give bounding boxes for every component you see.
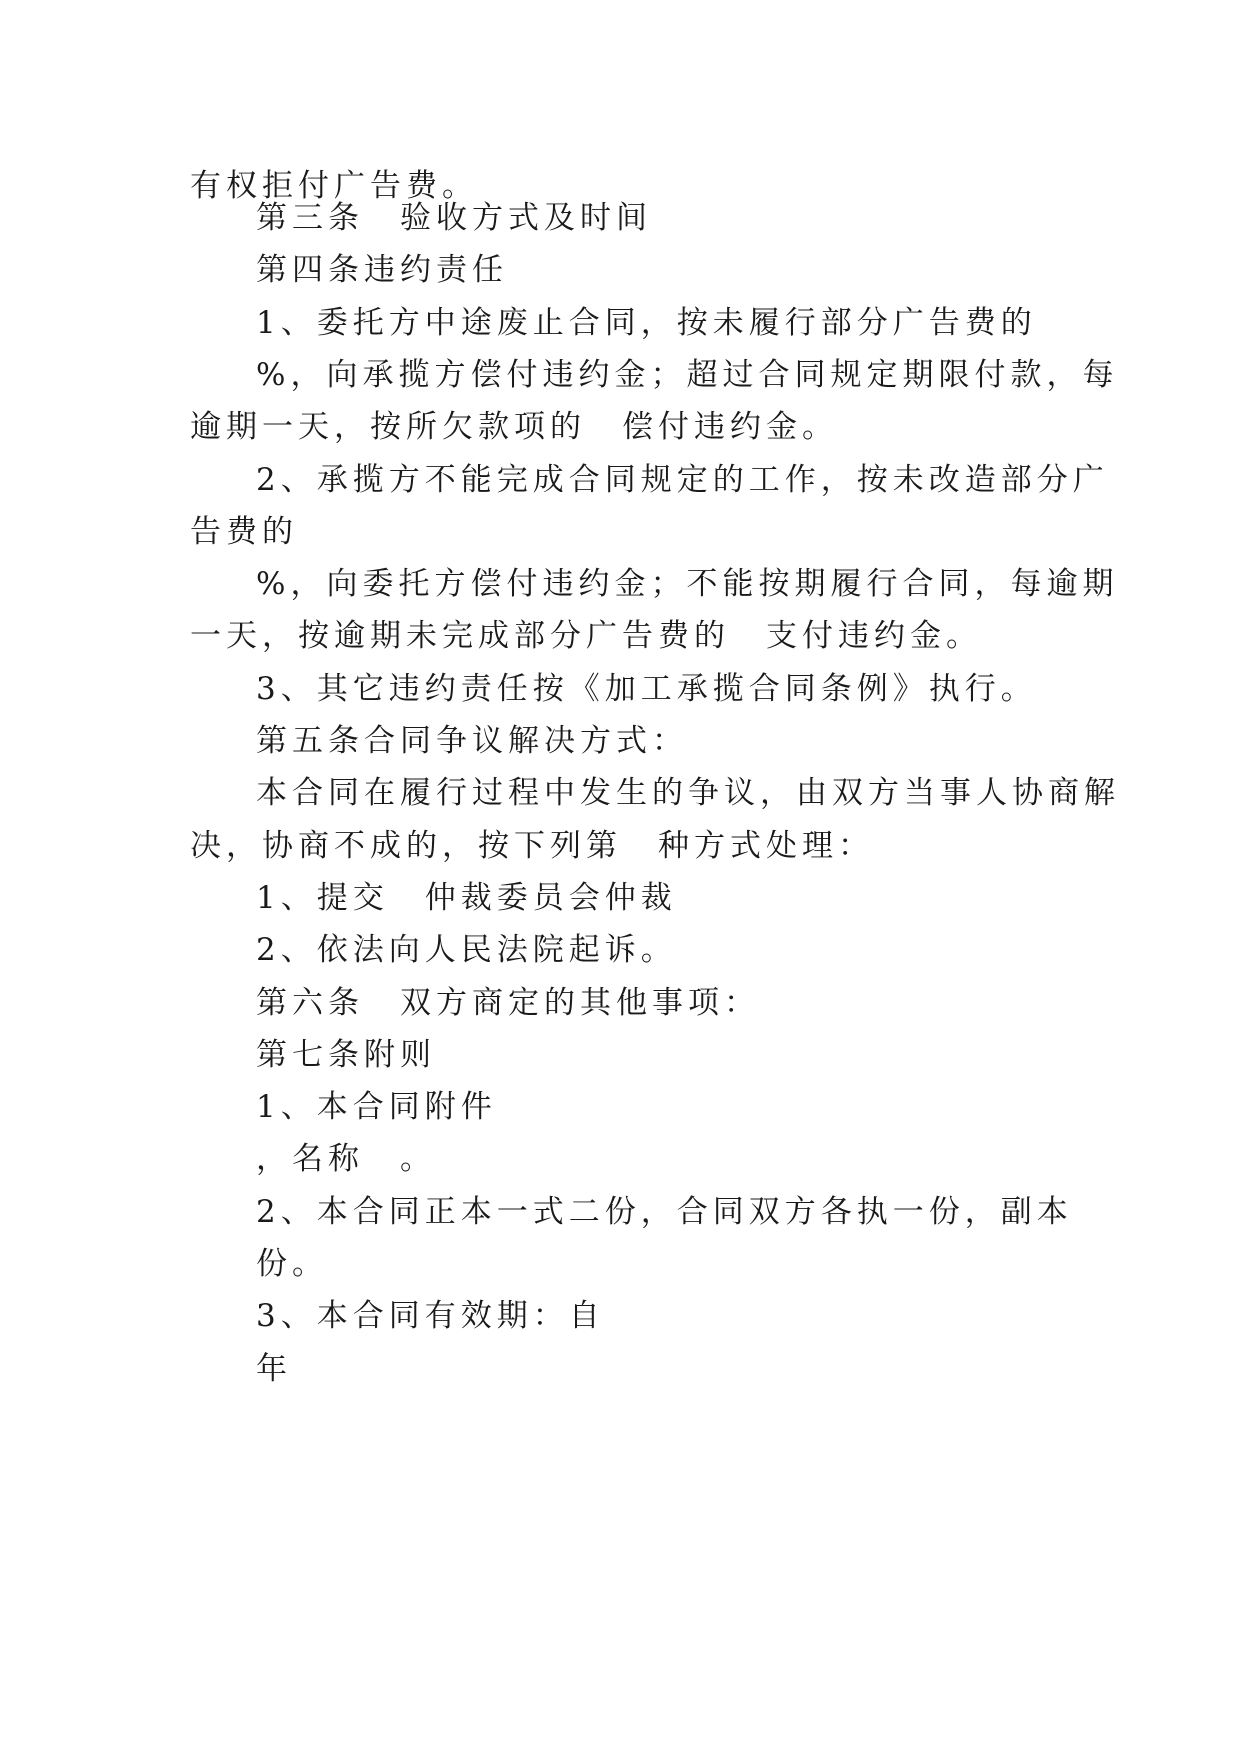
text-line: 1、本合同附件: [256, 1089, 497, 1125]
text-line: %，向委托方偿付违约金；不能按期履行合同，每逾期: [256, 566, 1119, 602]
text-line: ，名称 。: [256, 1141, 436, 1177]
text-line: 第三条 验收方式及时间: [256, 200, 652, 236]
text-line: 2、依法向人民法院起诉。: [256, 932, 677, 968]
text-line: 有权拒付广告费。: [190, 168, 478, 204]
text-line: 逾期一天，按所欠款项的 偿付违约金。: [190, 409, 838, 445]
text-line: 第六条 双方商定的其他事项：: [256, 985, 760, 1021]
text-line: 1、提交 仲裁委员会仲裁: [256, 880, 677, 916]
text-line: 第四条违约责任: [256, 252, 508, 288]
text-line: 3、其它违约责任按《加工承揽合同条例》执行。: [256, 671, 1037, 707]
text-line: 份。: [256, 1246, 328, 1282]
text-line: 本合同在履行过程中发生的争议，由双方当事人协商解: [256, 775, 1120, 811]
text-line: 2、本合同正本一式二份，合同双方各执一份，副本: [256, 1194, 1073, 1230]
text-line: 一天，按逾期未完成部分广告费的 支付违约金。: [190, 618, 982, 654]
text-line: 决，协商不成的，按下列第 种方式处理：: [190, 828, 874, 864]
text-line: 1、委托方中途废止合同，按未履行部分广告费的: [256, 305, 1037, 341]
text-line: 3、本合同有效期：自: [256, 1298, 605, 1334]
text-line: 2、承揽方不能完成合同规定的工作，按未改造部分广: [256, 462, 1109, 498]
text-line: %，向承揽方偿付违约金；超过合同规定期限付款，每: [256, 357, 1119, 393]
text-line: 告费的: [190, 514, 298, 550]
text-line: 第七条附则: [256, 1037, 436, 1073]
text-line: 年: [256, 1351, 292, 1387]
text-line: 第五条合同争议解决方式：: [256, 723, 688, 759]
